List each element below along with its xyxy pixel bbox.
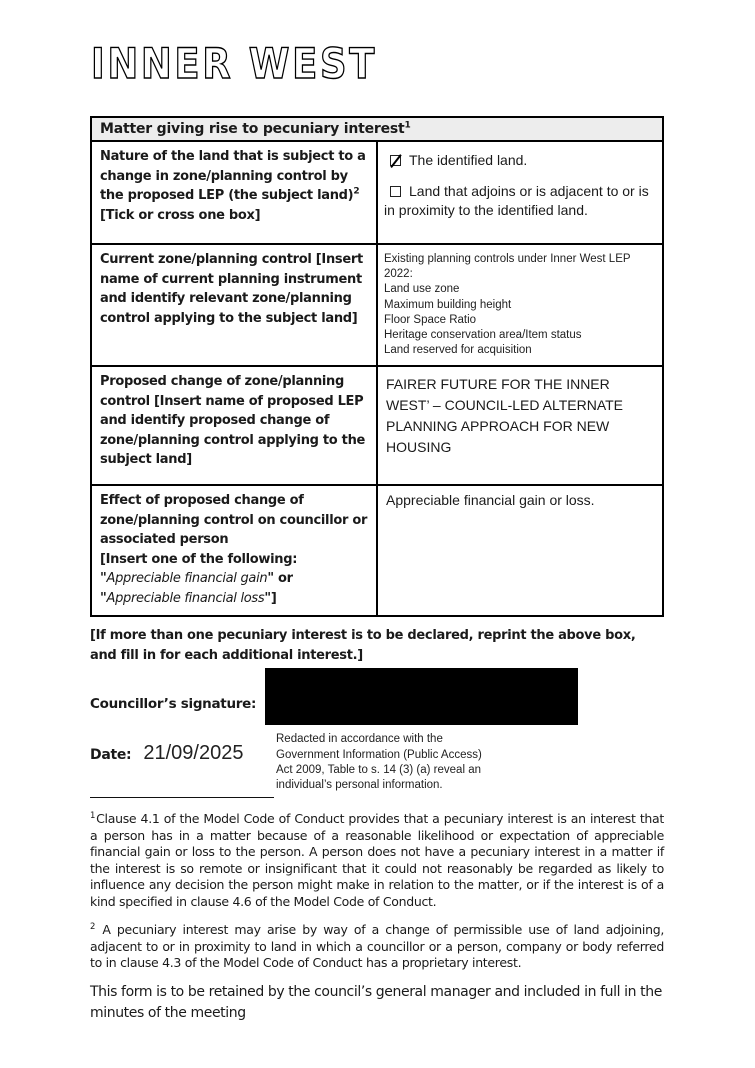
quote-mark: ": [100, 590, 107, 606]
redaction-note-line: Government Information (Public Access): [276, 748, 482, 761]
option-identified-land: [384, 151, 656, 170]
proposed-change-value: FAIRER FUTURE FOR THE INNER WEST’ – COUNCIL-LED ALTERNATE PLANNING APPROACH FOR NEW HOUSING: [386, 376, 624, 456]
table-row: [91, 244, 663, 366]
date-value: 21/09/2025: [143, 742, 244, 765]
proposed-change-label: Proposed change of zone/planning control [Insert name of proposed LEP and identify proposed change of zone/planning control applying to the subject land]: [100, 374, 366, 468]
effect-value-cell: [377, 485, 663, 616]
table-row: [91, 485, 663, 616]
table-row: [91, 141, 663, 244]
footnote-1-marker: 1: [90, 811, 96, 822]
signature-redaction-box: [265, 668, 578, 725]
closing-statement: This form is to be retained by the council’s general manager and included in full in the minutes of the meeting: [90, 983, 662, 1021]
current-zone-label-cell: [91, 244, 377, 366]
footnote-1-text: Clause 4.1 of the Model Code of Conduct provides that a pecuniary interest is an interest that a person has in a matter because of a reasonable likelihood or expectation of appreciable financial gain or loss to the person. A person does not have a pecuniary interest in a matter if the interest is so remote or insignificant that it could not reasonably be regarded as likely to influence any decision the person might make in relation to the matter, or if the interest is of a kind specified in clause 4.6 of the Model Code of Conduct.: [90, 811, 664, 909]
page-content: [90, 0, 664, 1024]
date-label: Date:: [90, 747, 132, 764]
option-adjoining-land: [384, 182, 656, 220]
effect-label-cell: [91, 485, 377, 616]
nature-of-land-value-cell: [377, 141, 663, 244]
table-row: [91, 366, 663, 485]
option-adjoining-land-label: Land that adjoins or is adjacent to or is in proximity to the identified land.: [384, 182, 649, 218]
table-header-text: Matter giving rise to pecuniary interest: [100, 121, 405, 137]
reprint-note: [If more than one pecuniary interest is to be declared, reprint the above box, and fill in for each additional interest.]: [90, 628, 636, 664]
current-zone-value-cell: [377, 244, 663, 366]
option-identified-land-label: The identified land.: [409, 152, 528, 168]
effect-value: Appreciable financial gain or loss.: [386, 492, 595, 509]
nature-of-land-superscript: 2: [353, 186, 360, 197]
current-zone-label: Current zone/planning control [Insert name of current planning instrument and identify relevant zone/planning control applying to the subject land]: [100, 252, 363, 326]
redaction-note-line: Act 2009, Table to s. 14 (3) (a) reveal an: [276, 764, 481, 777]
footnote-separator-line: [90, 797, 274, 798]
table-header-superscript: 1: [404, 120, 411, 131]
current-zone-value-line: Heritage conservation area/Item status: [384, 328, 582, 341]
current-zone-value-line: Land reserved for acquisition: [384, 344, 532, 357]
signature-section: [90, 666, 664, 811]
appreciable-loss-italic: Appreciable financial loss: [106, 590, 265, 606]
redaction-note-line: individual’s personal information.: [276, 779, 443, 792]
quote-mark: ": [100, 571, 107, 587]
current-zone-value-line: Existing planning controls under Inner West LEP 2022:: [384, 253, 631, 281]
inner-west-logo-text: INNER WEST: [91, 39, 377, 86]
effect-loss-line: [100, 589, 368, 609]
footnote-2-marker: 2: [90, 922, 96, 933]
councillor-signature-label: Councillor’s signature:: [90, 696, 257, 713]
inner-west-logo-graphic: [90, 38, 390, 86]
effect-gain-line: [100, 569, 368, 589]
checkbox-identified-land[interactable]: [390, 155, 401, 166]
date-row: [90, 742, 243, 765]
effect-label: Effect of proposed change of zone/planning control on councillor or associated person: [100, 493, 368, 548]
redaction-note-line: Redacted in accordance with the: [276, 733, 443, 746]
checkbox-adjoining-land[interactable]: [390, 186, 401, 197]
current-zone-value-line: Land use zone: [384, 283, 460, 296]
table-header-row: [91, 117, 663, 141]
nature-of-land-label-cell: [91, 141, 377, 244]
quote-mark: " or: [267, 571, 293, 587]
appreciable-gain-italic: Appreciable financial gain: [106, 571, 268, 587]
table-header-cell: [91, 117, 663, 141]
proposed-change-label-cell: [91, 366, 377, 485]
effect-insert-note: [Insert one of the following:: [100, 551, 298, 567]
proposed-change-value-cell: [377, 366, 663, 485]
footnote-2-text: A pecuniary interest may arise by way of a change of permissible use of land adjoining, adjacent to or in proximity to land in which a councillor or a person, company or body referred to in clause 4.3 of the Model Code of Conduct has a proprietary interest.: [90, 922, 664, 971]
footnote-2: [90, 922, 664, 972]
pecuniary-interest-table: [90, 116, 664, 617]
current-zone-value-line: Maximum building height: [384, 298, 512, 311]
nature-of-land-label: Nature of the land that is subject to a change in zone/planning control by the proposed LEP (the subject land): [100, 149, 366, 203]
quote-mark: "]: [264, 590, 277, 606]
inner-west-logo: [90, 38, 664, 86]
footnote-1: [90, 811, 664, 910]
tick-or-cross-note: [Tick or cross one box]: [100, 207, 261, 223]
current-zone-value-line: Floor Space Ratio: [384, 313, 477, 326]
redaction-note: [276, 732, 566, 793]
